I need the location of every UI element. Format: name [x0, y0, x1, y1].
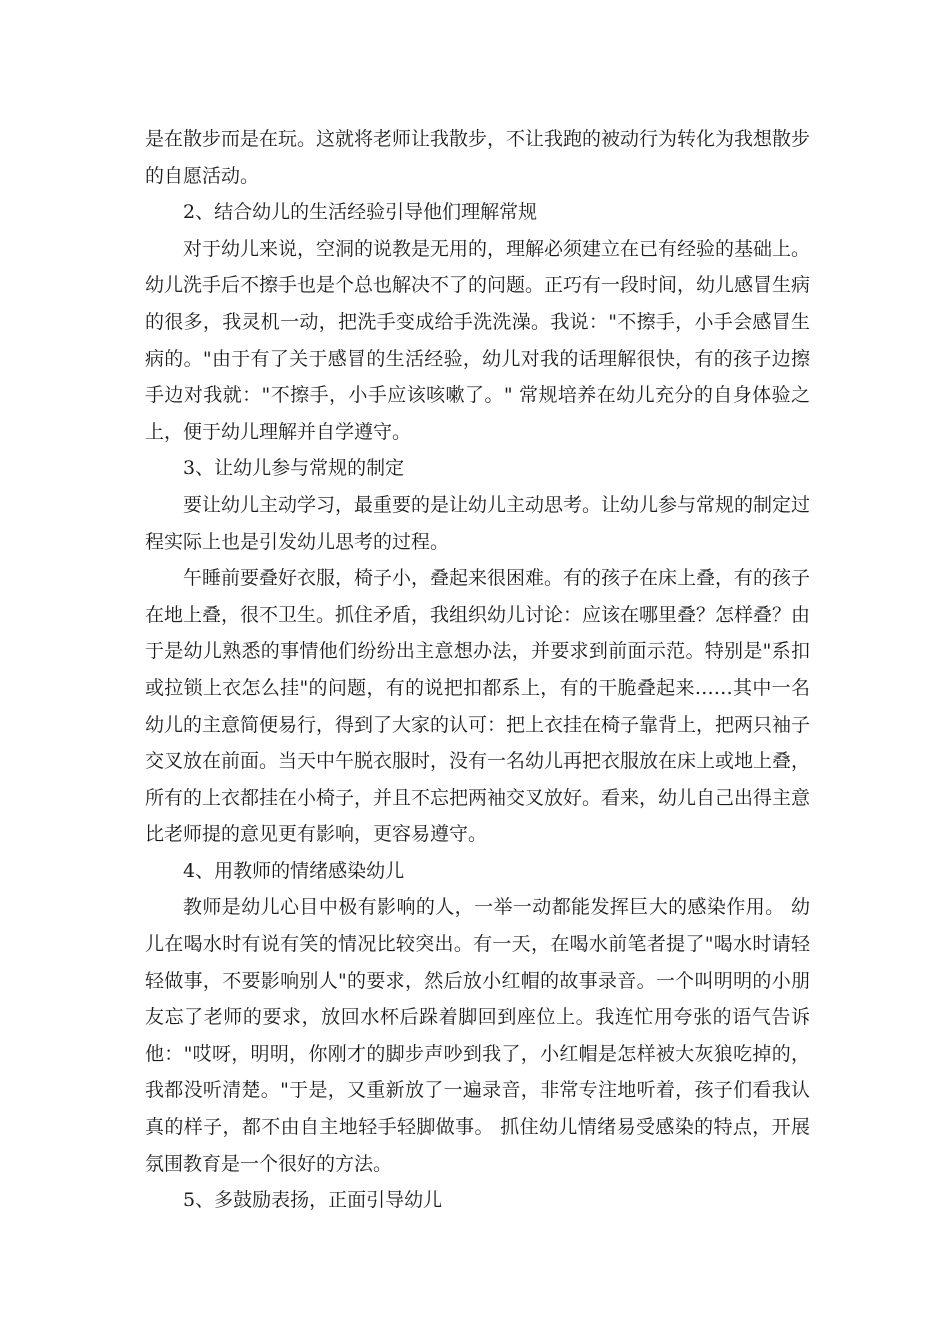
- section-heading-2: 2、结合幼儿的生活经验引导他们理解常规: [183, 201, 538, 224]
- paragraph-folding-clothes: 午睡前要叠好衣服，椅子小，叠起来很困难。有的孩子在床上叠，有的孩子在地上叠，很不卫生。抓住矛盾，我组织幼儿讨论：应该在哪里叠？怎样叠？由于是幼儿熟悉的事情他们纷纷出主意想办法，并要求到前面示范。特别是"系扣或拉锁上衣怎么挂"的问题，有的说把扣都系上，有的干脆叠起来……其中一名幼儿的主意简便易行，得到了大家的认可：把上衣挂在椅子靠背上，把两只袖子交叉放在前面。当天中午脱衣服时，没有一名幼儿再把衣服放在床上或地上叠，所有的上衣都挂在小椅子，并且不忘把两袖交叉放好。看来，幼儿自己出得主意比老师提的意见更有影响，更容易遵守。: [145, 567, 811, 846]
- paragraph-hand-washing: 对于幼儿来说，空洞的说教是无用的，理解必须建立在已有经验的基础上。幼儿洗手后不擦手也是个总也解决不了的问题。正巧有一段时间，幼儿感冒生病的很多，我灵机一动，把洗手变成给手洗洗澡。我说："不擦手，小手会感冒生病的。"由于有了关于感冒的生活经验，幼儿对我的话理解很快，有的孩子边擦手边对我就："不擦手，小手应该咳嗽了。" 常规培养在幼儿充分的自身体验之上，便于幼儿理解并自学遵守。: [145, 237, 811, 443]
- section-heading-4: 4、用教师的情绪感染幼儿: [183, 859, 405, 882]
- document-body: [145, 121, 810, 1219]
- paragraph-continuation: 是在散步而是在玩。这就将老师让我散步，不让我跑的被动行为转化为我想散步的自愿活动。: [145, 128, 811, 187]
- paragraph-active-thinking: 要让幼儿主动学习，最重要的是让幼儿主动思考。让幼儿参与常规的制定过程实际上也是引发幼儿思考的过程。: [145, 493, 811, 553]
- paragraph-teacher-emotion: 教师是幼儿心目中极有影响的人，一举一动都能发挥巨大的感染作用。 幼儿在喝水时有说有笑的情况比较突出。有一天，在喝水前笔者提了"喝水时请轻轻做事，不要影响别人"的要求，然后放小红帽的故事录音。一个叫明明的小朋友忘了老师的要求，放回水杯后跺着脚回到座位上。我连忙用夸张的语气告诉他："哎呀，明明，你刚才的脚步声吵到我了，小红帽是怎样被大灰狼吃掉的，我都没听清楚。"于是，又重新放了一遍录音，非常专注地听着，孩子们看我认真的样子，都不由自主地轻手轻脚做事。 抓住幼儿情绪易受感染的特点，开展氛围教育是一个很好的方法。: [145, 896, 810, 1175]
- section-heading-5: 5、多鼓励表扬，正面引导幼儿: [183, 1189, 443, 1212]
- section-heading-3: 3、让幼儿参与常规的制定: [183, 457, 405, 480]
